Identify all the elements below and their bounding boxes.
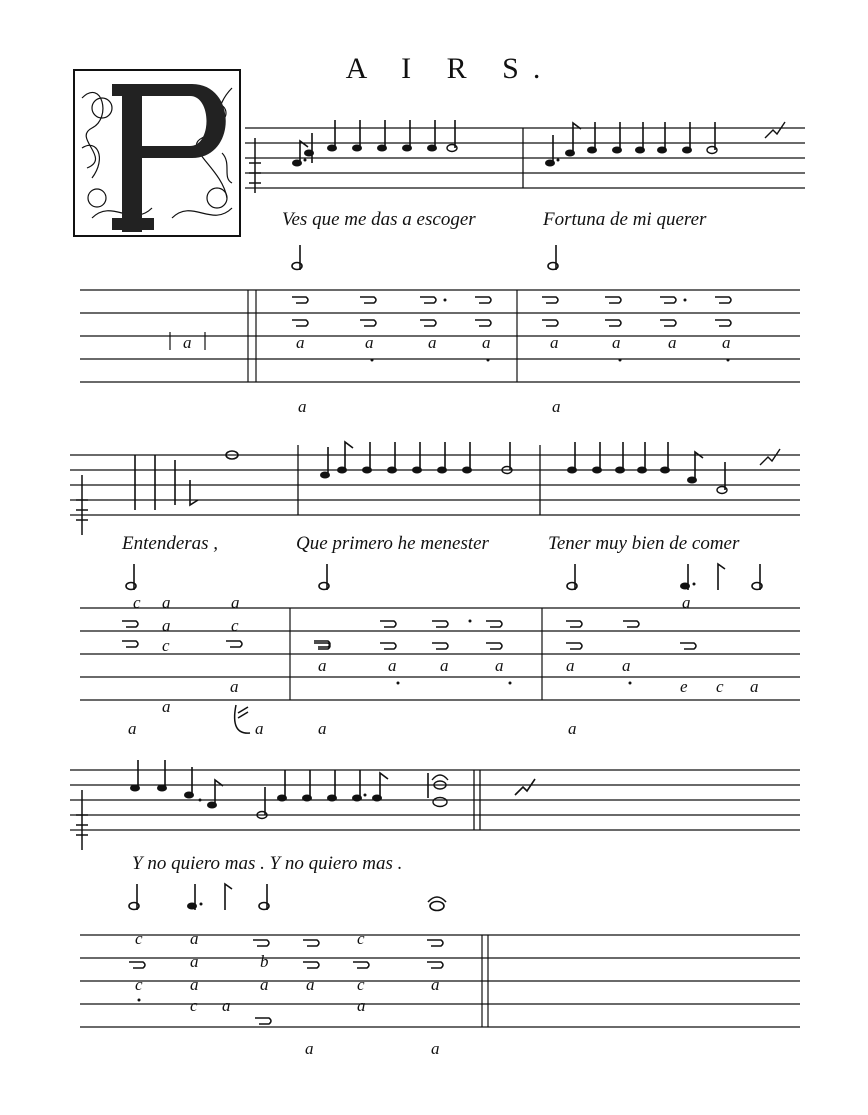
tab-letter: a [260, 975, 269, 994]
tab-letter: c [135, 975, 143, 994]
rhythm-signs-3 [125, 880, 455, 914]
melody-staff-2 [70, 435, 800, 535]
lyric-line-1a: Ves que me das a escoger [282, 209, 476, 230]
tab-letter: c [190, 996, 198, 1015]
tab-letter: c [162, 636, 170, 655]
tab-letter: a [495, 656, 504, 675]
tab-letter: c [357, 929, 365, 948]
tab-letter: a [622, 656, 631, 675]
tab-letter: c [231, 616, 239, 635]
tab-symbols-1 [280, 285, 750, 365]
tab-letter: e [680, 677, 688, 696]
lyric-line-2a: Entenderas , [122, 533, 219, 554]
tab-letter: a [222, 996, 231, 1015]
tab-letter: a [162, 616, 171, 635]
lyric-line-1b: Fortuna de mi querer [543, 209, 707, 230]
tab-letter: a [190, 975, 199, 994]
rhythm-signs-2 [120, 560, 780, 592]
tab-letter: c [716, 677, 724, 696]
tab-letter: a [668, 333, 677, 352]
lyric-line-2b: Que primero he menester [296, 533, 489, 554]
lyric-line-2c: Tener muy bien de comer [548, 533, 740, 554]
tab-letter: c [357, 975, 365, 994]
tab-letter: c [133, 593, 141, 612]
tab-letter: a [162, 593, 171, 612]
rhythm-signs-1 [290, 242, 580, 272]
tab-letter: a [428, 333, 437, 352]
tab-letter: a [128, 719, 137, 738]
tab-letter: a [190, 952, 199, 971]
tab-letter: a [296, 333, 305, 352]
lyric-line-3a: Y no quiero mas . Y no quiero mas . [132, 853, 403, 874]
tab-letter: a [190, 929, 199, 948]
melody-staff-3 [70, 750, 800, 850]
tab-letter: a [431, 975, 440, 994]
tab-symbols-3 [125, 929, 455, 1032]
tab-symbols-2 [118, 605, 718, 745]
tab-letter: a [357, 996, 366, 1015]
tab-letter: a [482, 333, 491, 352]
tab-letter: a [306, 975, 315, 994]
decorated-initial [72, 68, 242, 238]
tab-letter: a [750, 677, 759, 696]
tab-letter: a [568, 719, 577, 738]
tab-letter: c [135, 929, 143, 948]
tab-letter: a [552, 397, 561, 416]
tab-letter: a [162, 697, 171, 716]
tab-letter: a [440, 656, 449, 675]
tab-letter: a [231, 593, 240, 612]
tab-letter: a [431, 1039, 440, 1058]
tab-letter: a [682, 593, 691, 612]
tab-letter: a [318, 656, 327, 675]
tab-letter: a [365, 333, 374, 352]
tab-letter: a [183, 333, 192, 352]
tab-letter: a [612, 333, 621, 352]
tab-letter: b [260, 952, 269, 971]
tab-letter: a [566, 656, 575, 675]
page-title: A I R S. [345, 52, 555, 85]
tab-letter: a [230, 677, 239, 696]
tab-letter: a [305, 1039, 314, 1058]
tab-letter: a [298, 397, 307, 416]
tab-letter: a [255, 719, 264, 738]
tab-letter: a [318, 719, 327, 738]
melody-staff-1 [245, 108, 805, 198]
tab-letter: a [388, 656, 397, 675]
tab-letter: a [550, 333, 559, 352]
tab-letter: a [722, 333, 731, 352]
